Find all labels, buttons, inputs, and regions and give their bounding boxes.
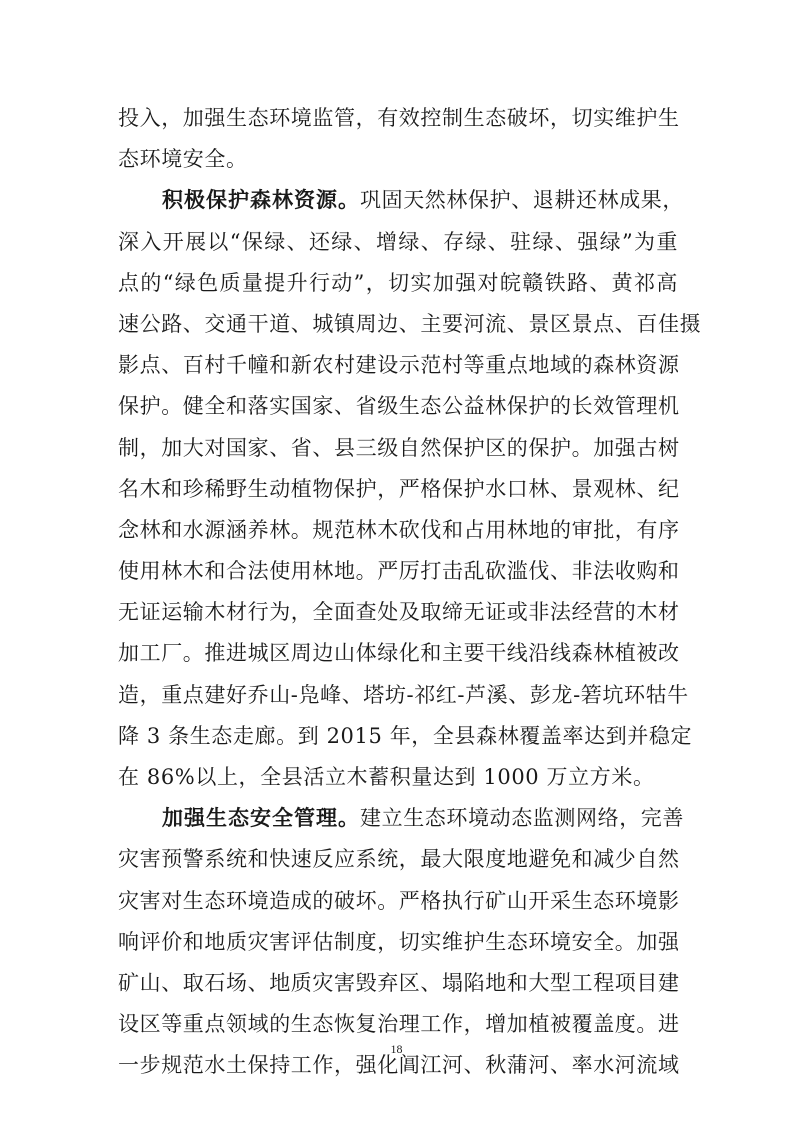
paragraph-line: 使用林木和合法使用林地。严厉打击乱砍滥伐、非法收购和 [118,559,680,584]
paragraph-line-text: 巩固天然林保护、退耕还林成果， [360,188,684,213]
paragraph-line: 一步规范水土保持工作，强化阊江河、秋蒲河、率水河流域 [118,1053,680,1078]
paragraph-line: 造，重点建好乔山-凫峰、塔坊-祁红-芦溪、彭龙-箬坑环牯牛 [118,682,689,707]
paragraph-heading: 积极保护森林资源。 [162,188,360,213]
paragraph-heading: 加强生态安全管理。 [162,806,360,831]
paragraph-line: 点的“绿色质量提升行动”，切实加强对皖赣铁路、黄祁高 [118,270,678,295]
paragraph-line: 设区等重点领域的生态恢复治理工作，增加植被覆盖度。进 [118,1012,680,1037]
page-number: 18 [390,1042,403,1056]
paragraph-line: 响评价和地质灾害评估制度，切实维护生态环境安全。加强 [118,929,680,954]
paragraph-line: 制，加大对国家、省、县三级自然保护区的保护。加强古树 [118,435,680,460]
paragraph-line: 降 3 条生态走廊。到 2015 年，全县森林覆盖率达到并稳定 [118,723,693,748]
paragraph-line: 在 86%以上，全县活立木蓄积量达到 1000 万立方米。 [118,765,655,789]
paragraph-line: 矿山、取石场、地质灾害毁弃区、塌陷地和大型工程项目建 [118,970,680,995]
paragraph-line: 加工厂。推进城区周边山体绿化和主要干线沿线森林植被改 [118,641,680,666]
paragraph-line: 灾害预警系统和快速反应系统，最大限度地避免和减少自然 [118,847,680,872]
paragraph-line: 灾害对生态环境造成的破坏。严格执行矿山开采生态环境影 [118,888,680,913]
paragraph-line: 速公路、交通干道、城镇周边、主要河流、景区景点、百佳摄 [118,311,702,336]
paragraph-line: 态环境安全。 [118,147,248,172]
paragraph-line: 影点、百村千幢和新农村建设示范村等重点地域的森林资源 [118,353,680,378]
paragraph-line: 名木和珍稀野生动植物保护，严格保护水口林、景观林、纪 [118,476,680,501]
paragraph-first-line [118,798,684,839]
paragraph-line: 投入，加强生态环境监管，有效控制生态破坏，切实维护生 [118,106,680,130]
body-text [118,98,702,1087]
paragraph-line: 无证运输木材行为，全面查处及取缔无证或非法经营的木材 [118,600,680,625]
paragraph-first-line [118,180,684,221]
paragraph-line: 保护。健全和落实国家、省级生态公益林保护的长效管理机 [118,394,680,419]
paragraph-line: 深入开展以“保绿、还绿、增绿、存绿、驻绿、强绿”为重 [118,229,678,254]
paragraph-line-text: 建立生态环境动态监测网络，完善 [360,806,684,831]
paragraph-line: 念林和水源涵养林。规范林木砍伐和占用林地的审批，有序 [118,517,680,542]
